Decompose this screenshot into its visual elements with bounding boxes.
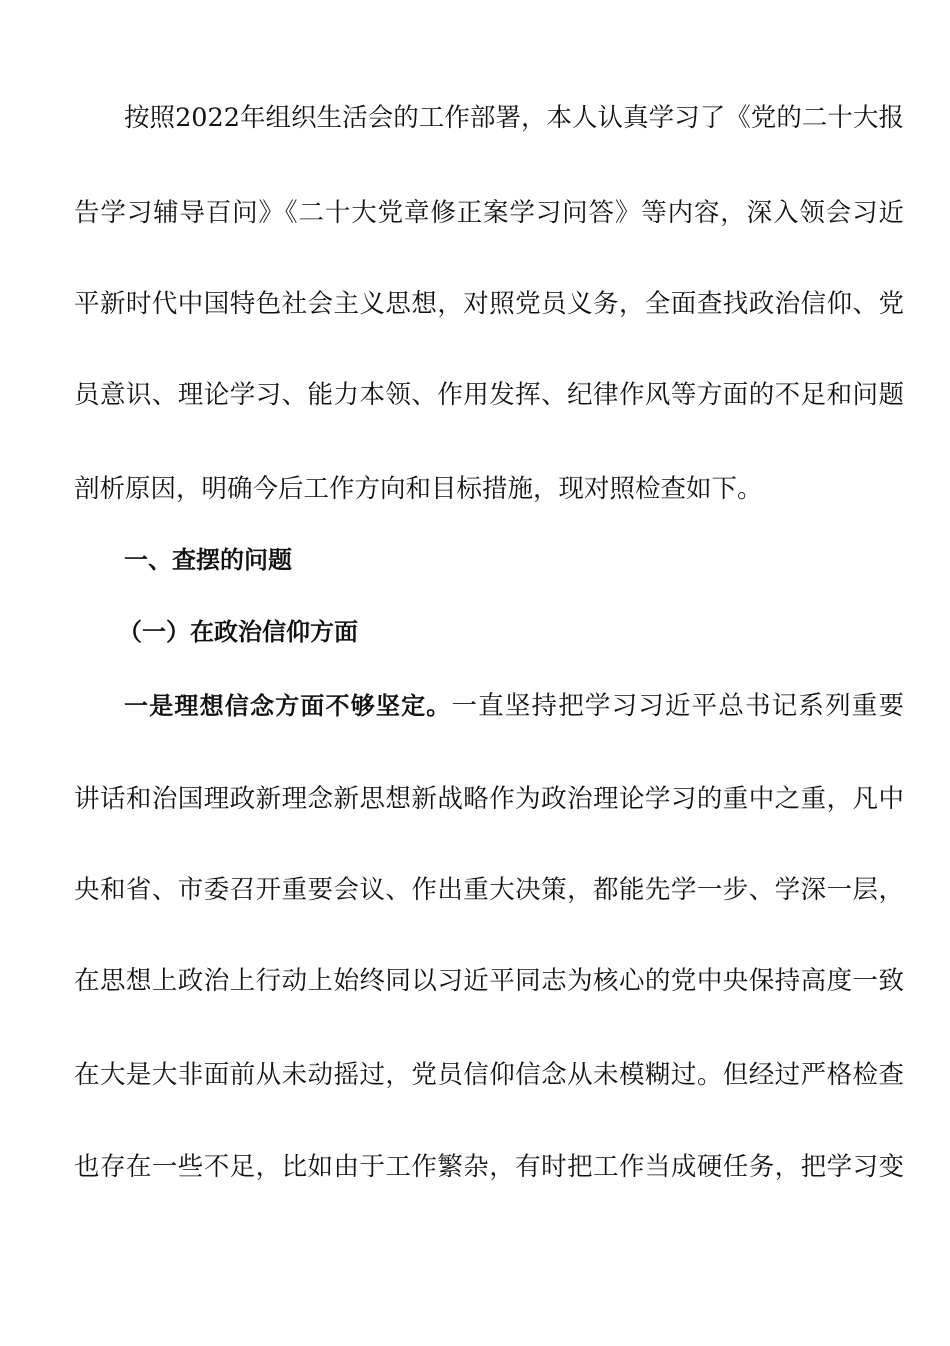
intro-line-2: 告学习辅导百问》《二十大党章修正案学习问答》等内容，深入领会习近 — [74, 198, 904, 228]
section-heading: 一、查摆的问题 — [124, 546, 292, 574]
point1-line-3: 央和省、市委召开重要会议、作出重大决策，都能先学一步、学深一层， — [74, 875, 904, 905]
point1-line-2: 讲话和治国理政新理念新思想新战略作为政治理论学习的重中之重，凡中 — [74, 784, 904, 814]
point1-first-line — [124, 686, 904, 726]
subsection-heading: （一）在政治信仰方面 — [118, 618, 358, 646]
intro-line-5: 剖析原因，明确今后工作方向和目标措施，现对照检查如下。 — [74, 474, 763, 504]
point1-lead: 一是理想信念方面不够坚定。 — [124, 692, 452, 720]
intro-line-4: 员意识、理论学习、能力本领、作用发挥、纪律作风等方面的不足和问题 — [74, 380, 904, 410]
intro-line-1: 按照2022年组织生活会的工作部署，本人认真学习了《党的二十大报 — [124, 103, 904, 133]
point1-first-line-rest: 一直坚持把学习习近平总书记系列重要 — [451, 691, 904, 721]
point1-line-5: 在大是大非面前从未动摇过，党员信仰信念从未模糊过。但经过严格检查 — [74, 1060, 904, 1090]
intro-line-3: 平新时代中国特色社会主义思想，对照党员义务，全面查找政治信仰、党 — [74, 289, 904, 319]
point1-line-6: 也存在一些不足，比如由于工作繁杂，有时把工作当成硬任务，把学习变 — [74, 1152, 904, 1182]
point1-line-4: 在思想上政治上行动上始终同以习近平同志为核心的党中央保持高度一致 — [74, 966, 904, 996]
